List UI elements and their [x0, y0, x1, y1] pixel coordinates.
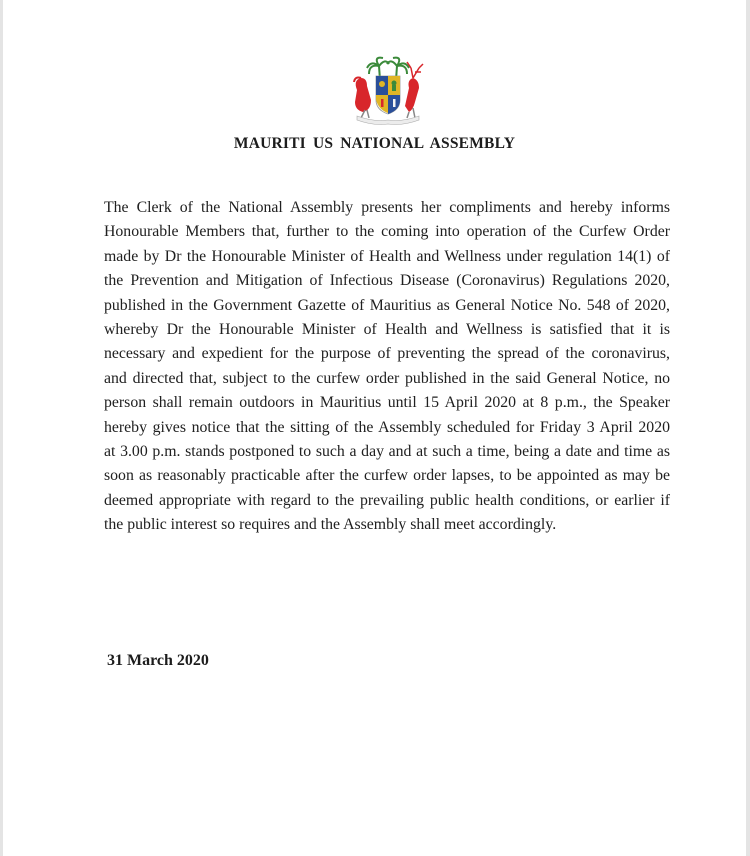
coat-of-arms-icon	[343, 50, 433, 126]
body-line: whereby Dr the Honourable Minister of Health and Wellness is satisfied that it is	[104, 321, 670, 339]
body-line: published in the Government Gazette of Mauritius as General Notice No. 548 of 2020,	[104, 296, 670, 314]
body-line: the Prevention and Mitigation of Infectious Disease (Coronavirus) Regulations 2020,	[104, 272, 670, 290]
notice-body	[104, 196, 670, 538]
body-line: necessary and expedient for the purpose of preventing the spread of the coronavirus,	[104, 345, 670, 363]
body-line: person shall remain outdoors in Mauritius until 15 April 2020 at 8 p.m., the Speaker	[104, 394, 670, 412]
body-line: The Clerk of the National Assembly presents her compliments and hereby informs	[104, 199, 670, 216]
body-line: at 3.00 p.m. stands postponed to such a day and at such a time, being a date and time as	[104, 443, 670, 461]
document-date: 31 March 2020	[107, 652, 209, 669]
body-line: Honourable Members that, further to the coming into operation of the Curfew Order	[104, 223, 670, 241]
body-line: deemed appropriate with regard to the prevailing public health conditions, or earlier if	[104, 491, 670, 509]
body-line: and directed that, subject to the curfew order published in the said General Notice, no	[104, 369, 670, 387]
body-line: hereby gives notice that the sitting of the Assembly scheduled for Friday 3 April 2020	[104, 418, 670, 436]
body-line: the public interest so requires and the Assembly shall meet accordingly.	[104, 516, 557, 534]
document-heading: MAURITI US NATIONAL ASSEMBLY	[233, 135, 516, 152]
body-line: soon as reasonably practicable after the curfew order lapses, to be appointed as may be	[104, 467, 670, 485]
body-line: made by Dr the Honourable Minister of Health and Wellness under regulation 14(1) of	[104, 247, 670, 265]
